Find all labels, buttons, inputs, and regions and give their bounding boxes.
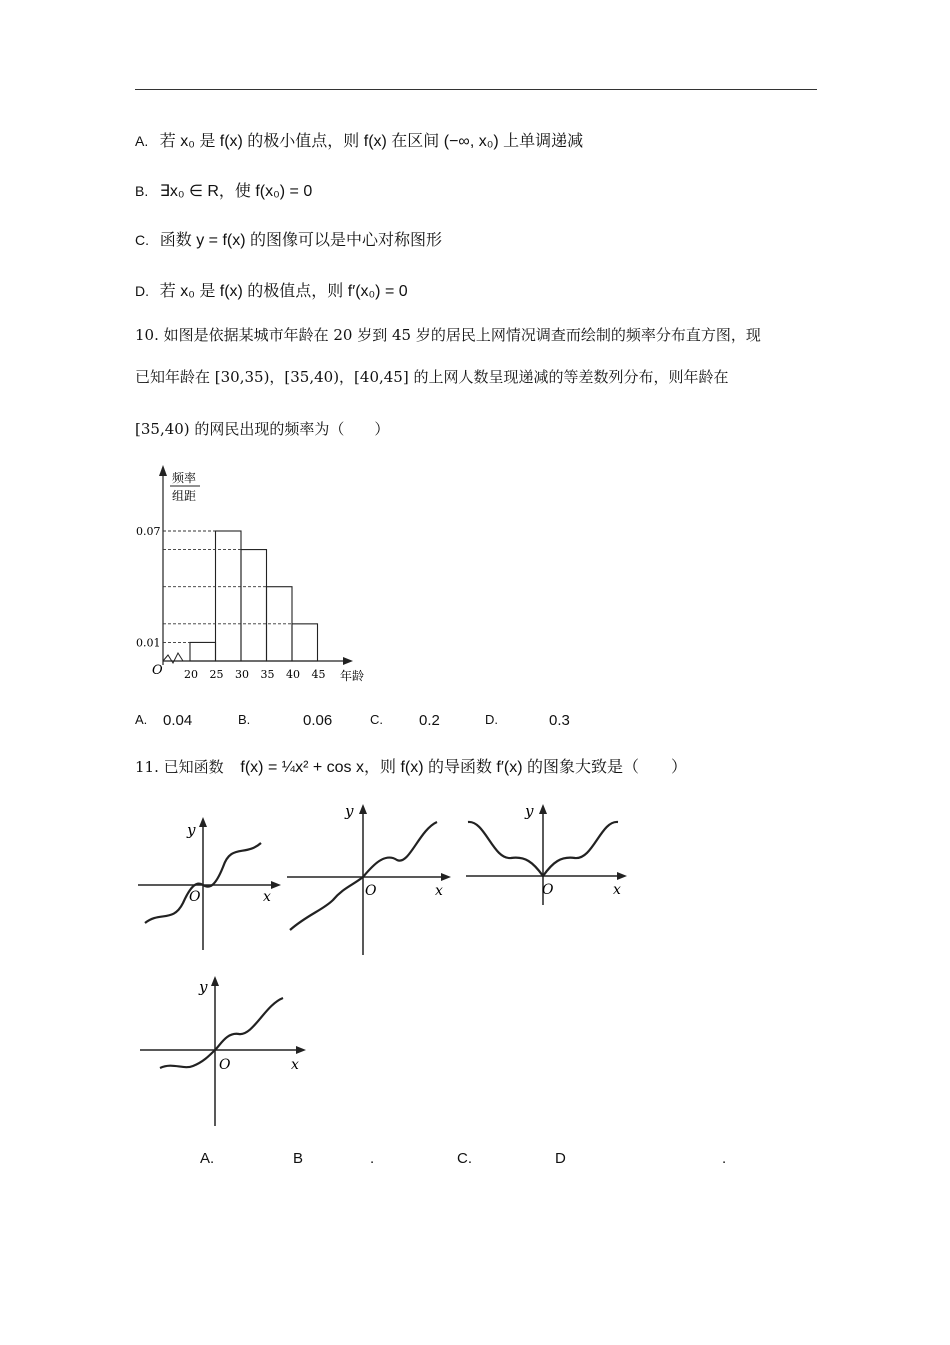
- histogram-bar-30-35: [241, 550, 267, 661]
- option-a-label: A.: [135, 712, 148, 727]
- y-axis-arrow: [159, 465, 167, 476]
- option-c-value: 0.2: [419, 712, 440, 729]
- top-rule: [135, 89, 817, 90]
- histogram-bar-25-30: [216, 531, 242, 661]
- origin-label: O: [152, 663, 163, 678]
- option-a-value: 0.04: [163, 712, 193, 729]
- option-label: C.: [135, 232, 149, 248]
- y-tick-label: 0.01: [136, 636, 161, 650]
- q9-option-b: [135, 180, 312, 203]
- option-d-value: 0.3: [549, 712, 570, 729]
- ylabel-bottom: 组距: [172, 489, 197, 503]
- option-d-label: D: [555, 1150, 566, 1167]
- q9-option-a: [135, 130, 583, 153]
- option-d-dot: .: [722, 1150, 727, 1167]
- y-label: y: [345, 802, 354, 820]
- q10-stem-line-3: [35,40) 的网民出现的频率为（ ）: [135, 420, 390, 438]
- x-label: x: [613, 882, 621, 898]
- option-b-label: B: [293, 1150, 304, 1167]
- option-text: ∃x₀ ∈ R，使 f(x₀) = 0: [159, 183, 313, 200]
- option-b-dot: .: [370, 1150, 375, 1167]
- x-label: x: [263, 889, 271, 905]
- q11-options: [200, 1150, 740, 1172]
- q11-function: f(x) = ¼x² + cos x，则 f(x) 的导函数 f′(x) 的图象大致是（ ）: [240, 759, 687, 776]
- xlabel: 年龄: [340, 669, 365, 683]
- x-axis-arrow: [343, 657, 353, 665]
- origin-label: O: [219, 1057, 231, 1073]
- option-label: A.: [135, 133, 149, 149]
- graph-option-a: [135, 815, 285, 955]
- graph-option-d: [135, 970, 315, 1130]
- option-label: D.: [135, 283, 149, 299]
- x-tick-label: 45: [311, 668, 326, 681]
- option-d-label: D.: [485, 712, 498, 727]
- origin-label: O: [365, 883, 377, 899]
- frequency-histogram: [130, 460, 380, 690]
- q9-option-c: [135, 229, 442, 252]
- option-c-label: C.: [457, 1150, 472, 1167]
- option-text: 函数 y = f(x) 的图像可以是中心对称图形: [159, 232, 443, 249]
- option-a-label: A.: [200, 1150, 215, 1167]
- y-label: y: [199, 978, 208, 996]
- graph-option-c: [463, 800, 638, 910]
- histogram-bar-40-45: [292, 624, 318, 661]
- q11-stem: [135, 756, 687, 779]
- y-tick-label: 0.07: [136, 525, 161, 538]
- x-tick-label: 20: [184, 668, 198, 681]
- x-label: x: [435, 883, 443, 899]
- ylabel-top: 频率: [172, 471, 197, 485]
- origin-label: O: [189, 889, 201, 905]
- x-tick-label: 25: [209, 668, 224, 681]
- q10-options: [135, 712, 735, 734]
- option-b-value: 0.06: [303, 712, 333, 729]
- option-text: 若 x₀ 是 f(x) 的极小值点，则 f(x) 在区间 (−∞, x₀) 上单调递减: [159, 133, 584, 150]
- option-c-label: C.: [370, 712, 383, 727]
- q9-option-d: [135, 280, 408, 303]
- x-tick-label: 30: [235, 668, 249, 681]
- y-label: y: [525, 802, 534, 820]
- graph-option-b: [285, 800, 460, 960]
- histogram-bar-20-25: [190, 642, 216, 661]
- q11-prefix: 11. 已知函数: [135, 758, 224, 776]
- option-text: 若 x₀ 是 f(x) 的极值点，则 f′(x₀) = 0: [159, 283, 408, 300]
- x-tick-label: 35: [260, 668, 275, 681]
- q10-stem-line-1: 10. 如图是依据某城市年龄在 20 岁到 45 岁的居民上网情况调查而绘制的频率分布直方图，现: [135, 326, 761, 344]
- x-label: x: [291, 1057, 299, 1073]
- origin-label: O: [542, 882, 554, 898]
- option-b-label: B.: [238, 712, 251, 727]
- q10-stem-line-2: 已知年龄在 [30,35)，[35,40)，[40,45] 的上网人数呈现递减的等差数列分布，则年龄在: [135, 368, 729, 386]
- option-label: B.: [135, 183, 149, 199]
- y-label: y: [187, 821, 196, 839]
- x-tick-label: 40: [286, 668, 300, 681]
